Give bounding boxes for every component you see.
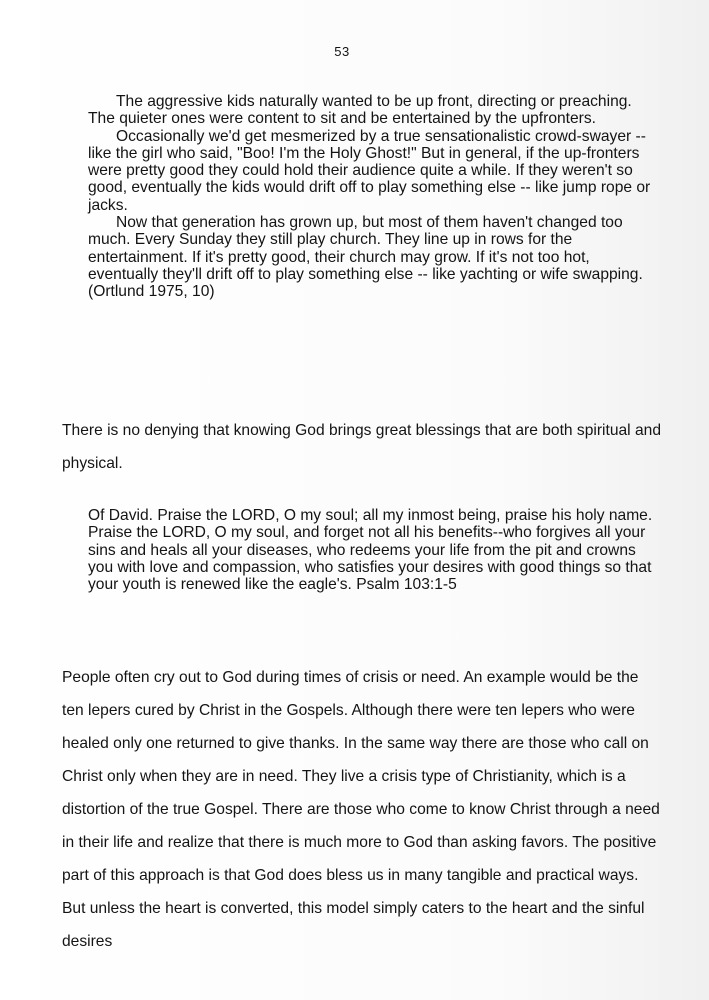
- body-paragraph-blessings: There is no denying that knowing God brings great blessings that are both spiritual and physical.: [62, 422, 661, 472]
- quote-paragraph: The aggressive kids naturally wanted to be up front, directing or preaching. The quieter ones were content to sit and be entertained by the upfronters.: [88, 93, 632, 128]
- quote-paragraph: Occasionally we'd get mesmerized by a true sensationalistic crowd-swayer -- like the girl who said, "Boo! I'm the Holy Ghost!" But in general, if the up-fronters were pretty good they could hold their audience quite a while. If they weren't so good, eventually the kids would drift off to play something else -- like jump rope or jacks.: [88, 127, 651, 214]
- page-number: 53: [334, 44, 350, 59]
- block-quote-ortlund: [88, 93, 658, 301]
- body-paragraph-crisis: People often cry out to God during times of crisis or need. An example would be the ten lepers cured by Christ in the Gospels. Although there were ten lepers who were healed only one returned to give thanks. In the same way there are those who call on Christ only when they are in need. They live a crisis type of Christianity, which is a distortion of the true Gospel. There are those who come to know Christ through a need in their life and realize that there is much more to God than asking favors. The positive part of this approach is that God does bless us in many tangible and practical ways. But unless the heart is converted, this model simply caters to the heart and the sinful desires: [62, 669, 660, 950]
- quote-paragraph: Now that generation has grown up, but most of them haven't changed too much. Every Sunday they still play church. They line up in rows for the entertainment. If it's pretty good, their church may grow. If it's not too hot, eventually they'll drift off to play something else -- like yachting or wife swapping. (Ortlund 1975, 10): [88, 214, 643, 301]
- block-quote-psalm: Of David. Praise the LORD, O my soul; all my inmost being, praise his holy name. Praise the LORD, O my soul, and forget not all his benefits--who forgives all your sins and heals all your diseases, who redeems your life from the pit and crowns you with love and compassion, who satisfies your desires with good things so that your youth is renewed like the eagle's. Psalm 103:1-5: [88, 507, 653, 594]
